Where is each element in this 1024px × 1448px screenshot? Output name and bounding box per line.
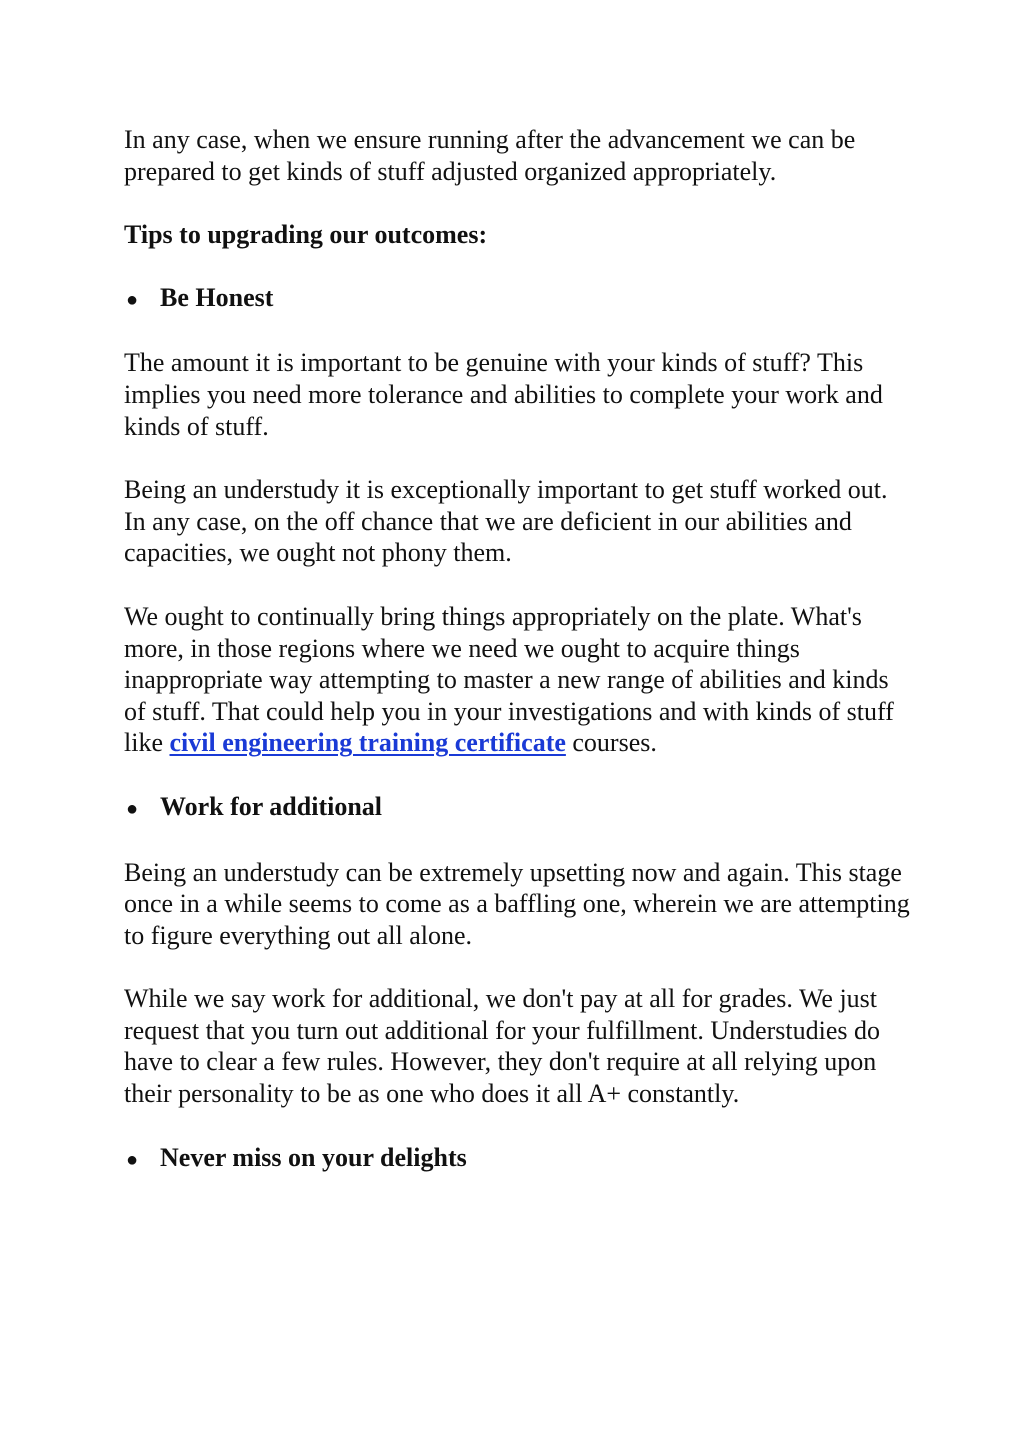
honest-paragraph-1: The amount it is important to be genuine with your kinds of stuff? This implies you need more tolerance and abilities to complete your work and kinds of stuff. (124, 348, 883, 441)
paragraph-text-before-link: We ought to continually bring things appropriately on the plate. What's more, in those regions where we need we ought to acquire things inappropriate way attempting to master a new range of abilities and kinds of stuff. That could help you in your investigations and with kinds of stuff like (124, 601, 894, 758)
section-heading-never-miss (124, 1142, 914, 1177)
document-page (124, 124, 914, 1207)
tips-heading: Tips to upgrading our outcomes: (124, 220, 488, 250)
section-title: Never miss on your delights (160, 1142, 467, 1172)
bullet-icon: ● (126, 288, 139, 311)
additional-paragraph-2: While we say work for additional, we don't pay at all for grades. We just request that you turn out additional for your fulfillment. Understudies do have to clear a few rules. However, they don't require at all relying upon their personality to be as one who does it all A+ constantly. (124, 984, 881, 1109)
section-title: Be Honest (160, 282, 274, 312)
paragraph-text-after-link: courses. (565, 728, 657, 758)
intro-paragraph: In any case, when we ensure running after the advancement we can be prepared to get kinds of stuff adjusted organized appropriately. (124, 125, 856, 186)
bullet-icon: ● (126, 797, 139, 820)
honest-paragraph-3 (124, 601, 914, 759)
section-title: Work for additional (160, 791, 383, 821)
section-heading-work-for-additional (124, 791, 914, 826)
section-heading-be-honest (124, 282, 914, 317)
bullet-icon: ● (126, 1148, 139, 1171)
additional-paragraph-1: Being an understudy can be extremely upsetting now and again. This stage once in a while seems to come as a baffling one, wherein we are attempting to figure everything out all alone. (124, 857, 910, 950)
civil-engineering-certificate-link[interactable]: civil engineering training certificate (169, 728, 566, 758)
honest-paragraph-2: Being an understudy it is exceptionally important to get stuff worked out. In any case, on the off chance that we are deficient in our abilities and capacities, we ought not phony them. (124, 475, 888, 568)
